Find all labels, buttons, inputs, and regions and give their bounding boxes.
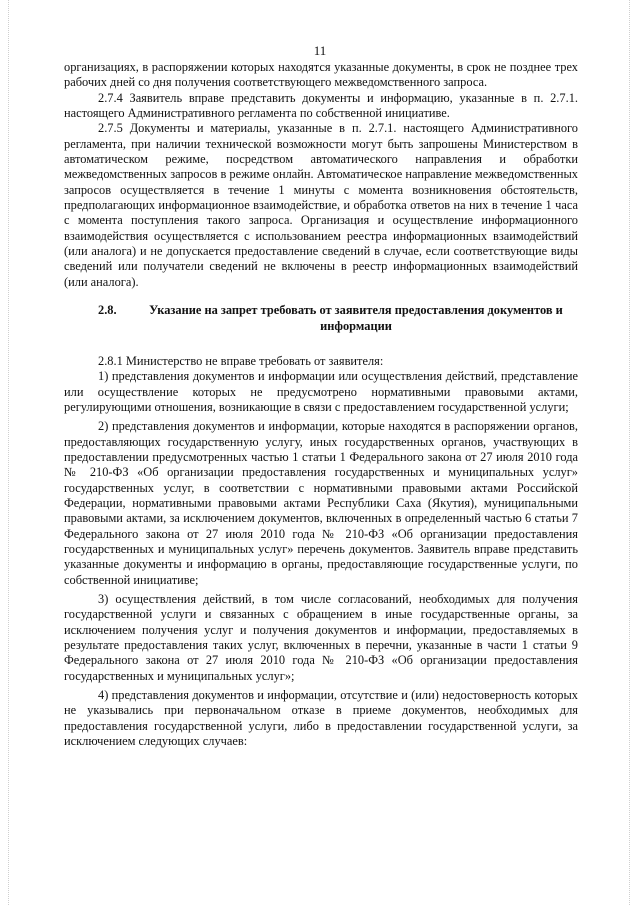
list-item-1: 1) представления документов и информации или осуществления действий, представление или осуществление которых не предусмотрено нормативными правовыми актами, регулирующими отношения, возникающие в связи с предоставлением государственной услуги; — [64, 369, 578, 414]
paragraph-2-8-1: 2.8.1 Министерство не вправе требовать от заявителя: — [98, 353, 384, 368]
section-heading-2-8 — [64, 303, 578, 334]
paragraph-2-7-5: 2.7.5 Документы и материалы, указанные в п. 2.7.1. настоящего Административного регламента, при наличии технической возможности могут быть запрошены Министерством в автоматическом режиме, посредством автоматического направления и обработки межведомственных запросов в режиме онлайн. Автоматическое направление межведомственных запросов осуществляется в течение 1 минуты с момента возникновения обстоятельств, предполагающих информационное взаимодействие, и обработка ответов на них в течение 1 часа с момента поступления такого запроса. Организация и осуществление информационного взаимодействия осуществляется с использованием реестра информационных взаимодействий (или аналога) и не допускается предоставление сведений в случае, если соответствующие виды сведений или получатели сведений не включены в реестр информационных взаимодействий (или аналога). — [64, 121, 578, 289]
section-title: Указание на запрет требовать от заявителя предоставления документов и информации — [149, 303, 563, 333]
list-item-4: 4) представления документов и информации, отсутствие и (или) недостоверность которых не указывались при первоначальном отказе в приеме документов, необходимых для предоставления государственной услуги, либо в предоставлении государственной услуги, за исключением следующих случаев: — [64, 688, 578, 749]
list-item-3: 3) осуществления действий, в том числе согласований, необходимых для получения государственной услуги и связанных с обращением в иные государственные органы, за исключением получения услуг и получения документов и информации, предоставляемых в результате предоставления таких услуг, включенных в перечни, указанные в части 1 статьи 9 Федерального закона от 27 июля 2010 года № 210-ФЗ «Об организации предоставления государственных и муниципальных услуг»; — [64, 592, 578, 683]
page-right-edge — [629, 0, 632, 905]
page-number: 11 — [313, 43, 327, 58]
list-item-2: 2) представления документов и информации, которые находятся в распоряжении органов, предоставляющих государственную услугу, иных государственных органов, участвующих в предоставлении предусмотренных частью 1 статьи 1 Федерального закона от 27 июля 2010 года № 210-ФЗ «Об организации предоставления государственных и муниципальных услуг» государственных услуг, в соответствии с нормативными правовыми актами Российской Федерации, нормативными правовыми актами Республики Саха (Якутия), муниципальными правовыми актами, за исключением документов, включенных в определенный частью 6 статьи 7 Федерального закона от 27 июля 2010 года № 210-ФЗ «Об организации предоставления государственных и муниципальных услуг» перечень документов. Заявитель вправе представить указанные документы и информацию в органы, предоставляющие государственные услуги, по собственной инициативе; — [64, 419, 578, 587]
document-body — [64, 60, 578, 749]
page-left-edge — [8, 0, 11, 905]
section-number: 2.8. — [98, 303, 117, 318]
paragraph-2-7-4: 2.7.4 Заявитель вправе представить документы и информацию, указанные в п. 2.7.1. настоящего Административного регламента по собственной инициативе. — [64, 90, 578, 121]
paragraph-continuation: организациях, в распоряжении которых находятся указанные документы, в срок не позднее трех рабочих дней со дня получения соответствующего межведомственного запроса. — [64, 60, 578, 90]
